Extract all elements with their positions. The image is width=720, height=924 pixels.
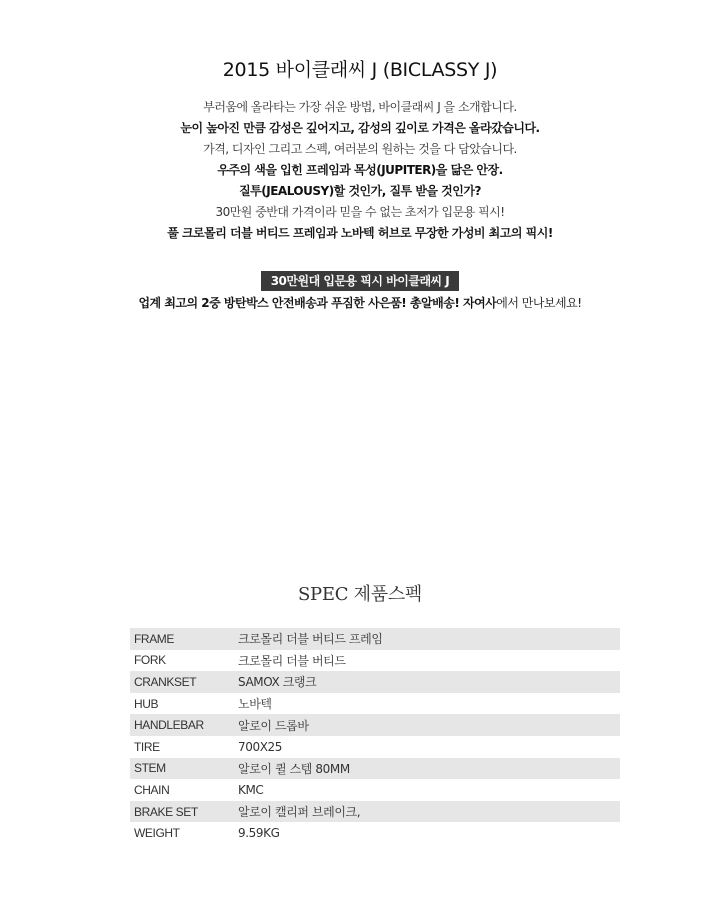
intro-line: 질투(JEALOUSY)할 것인가, 질투 받을 것인가? — [239, 184, 481, 198]
spec-row-handlebar — [130, 714, 620, 736]
spec-key: HUB — [134, 696, 159, 711]
spec-key: FRAME — [134, 631, 175, 646]
spec-value: 노바텍 — [238, 697, 272, 712]
spec-row-fork — [130, 650, 620, 672]
spec-key: WEIGHT — [134, 826, 180, 841]
spec-value: KMC — [238, 782, 264, 797]
spec-heading: SPEC 제품스펙 — [298, 584, 422, 605]
intro-text-block — [0, 97, 720, 244]
spec-table — [130, 628, 620, 844]
intro-line: 부러움에 올라타는 가장 쉬운 방법, 바이클래씨 J 을 소개합니다. — [203, 100, 517, 114]
promo-badge: 30만원대 입문용 픽시 바이클래씨 J — [261, 271, 460, 291]
intro-line: 가격, 디자인 그리고 스펙, 여러분의 원하는 것을 다 담았습니다. — [203, 142, 517, 156]
spec-value: 크로몰리 더블 버티드 — [238, 653, 346, 668]
promo-block — [0, 270, 720, 311]
spec-value: 9.59KG — [238, 826, 280, 841]
intro-line: 눈이 높아진 만큼 감성은 깊어지고, 감성의 깊이로 가격은 올라갔습니다. — [180, 121, 540, 135]
page-title: 2015 바이클래씨 J (BICLASSY J) — [222, 59, 498, 81]
spec-value: 크로몰리 더블 버티드 프레임 — [238, 632, 383, 647]
intro-line: 우주의 색을 입힌 프레임과 목성(JUPITER)을 닮은 안장. — [217, 163, 503, 177]
spec-value: 700X25 — [238, 739, 282, 754]
spec-key: BRAKE SET — [134, 804, 198, 819]
spec-key: CHAIN — [134, 782, 170, 797]
spec-row-stem — [130, 758, 620, 780]
spec-row-brake-set — [130, 801, 620, 823]
spec-key: FORK — [134, 653, 166, 668]
spec-row-tire — [130, 736, 620, 758]
spec-row-hub — [130, 693, 620, 715]
promo-tagline-normal: 에서 만나보세요! — [496, 296, 582, 310]
spec-row-frame — [130, 628, 620, 650]
intro-line: 풀 크로몰리 더블 버티드 프레임과 노바텍 허브로 무장한 가성비 최고의 픽시! — [167, 226, 553, 240]
spec-key: TIRE — [134, 739, 160, 754]
spec-row-weight — [130, 822, 620, 844]
promo-tagline — [0, 294, 720, 311]
spec-key: HANDLEBAR — [134, 718, 204, 733]
spec-value: 알로이 드롭바 — [238, 718, 309, 733]
promo-tagline-bold: 업계 최고의 2중 방탄박스 안전배송과 푸짐한 사은품! 총알배송! 자여사 — [138, 296, 497, 310]
spec-row-crankset — [130, 671, 620, 693]
spec-row-chain — [130, 779, 620, 801]
spec-value: 알로이 퀼 스템 80MM — [238, 761, 350, 776]
intro-line: 30만원 중반대 가격이라 믿을 수 없는 초저가 입문용 픽시! — [215, 205, 505, 219]
spec-value: 알로이 캘리퍼 브레이크, — [238, 805, 361, 820]
spec-key: STEM — [134, 761, 166, 776]
spec-value: SAMOX 크랭크 — [238, 675, 317, 690]
spec-key: CRANKSET — [134, 674, 197, 689]
